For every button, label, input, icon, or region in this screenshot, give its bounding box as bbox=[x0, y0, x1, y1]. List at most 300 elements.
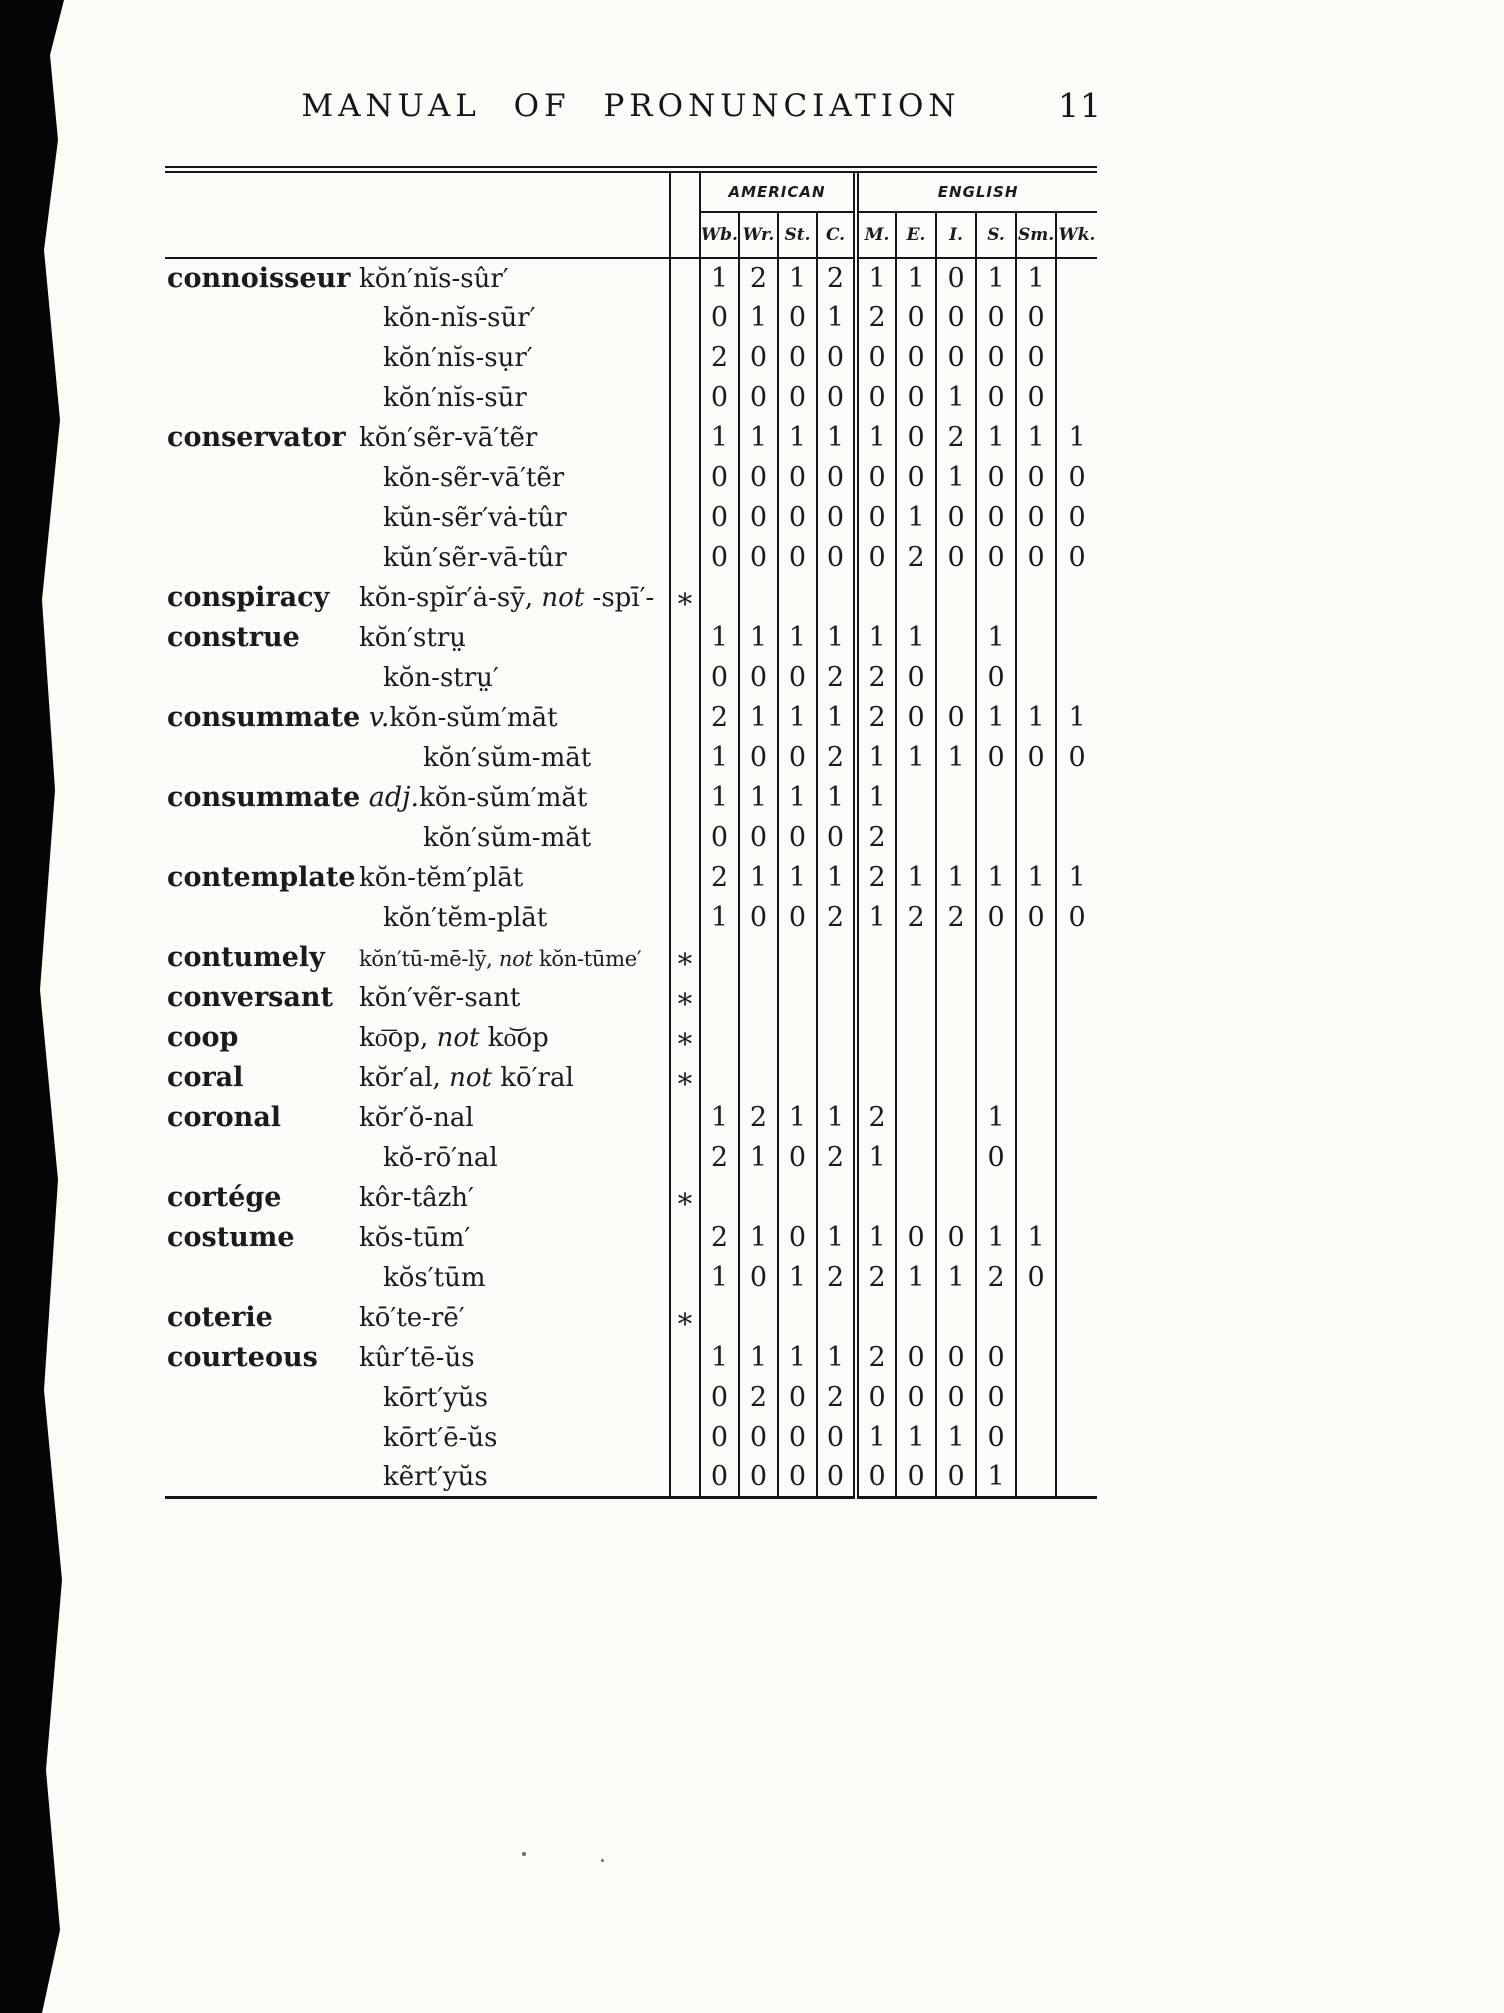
value-cell: 1 bbox=[817, 778, 856, 818]
value-cell: 0 bbox=[1068, 742, 1086, 773]
pronunciation bbox=[383, 383, 527, 413]
table-row bbox=[165, 338, 1097, 378]
value-cell: 1 bbox=[700, 258, 739, 298]
table-row bbox=[165, 458, 1097, 498]
value-cell bbox=[896, 1098, 936, 1138]
value-cell bbox=[778, 1178, 817, 1218]
table-row bbox=[165, 1298, 1097, 1338]
value-cell: 1 bbox=[739, 698, 778, 738]
value-cell bbox=[817, 938, 856, 978]
entry-word: conversant bbox=[167, 982, 333, 1013]
value-cell bbox=[1016, 978, 1056, 1018]
value-cell bbox=[778, 978, 817, 1018]
entry-cell bbox=[165, 978, 670, 1018]
value-cell: 1 bbox=[896, 498, 936, 538]
value-cell bbox=[976, 938, 1016, 978]
pron-text: kẽrt′yŭs bbox=[383, 1461, 488, 1492]
scan-speckle bbox=[522, 1852, 526, 1856]
value-cell: 2 bbox=[936, 418, 976, 458]
pron-text: kŏn′tū-mē-lȳ, bbox=[359, 947, 499, 971]
value-cell bbox=[817, 1178, 856, 1218]
value-cell: 1 bbox=[976, 698, 1016, 738]
value-cell: 0 bbox=[739, 818, 778, 858]
value-cell: 2 bbox=[700, 858, 739, 898]
value-cell bbox=[1056, 1138, 1097, 1178]
pron-text: kō′ral bbox=[491, 1063, 574, 1093]
entry-cell bbox=[165, 378, 670, 418]
col-wb: Wb. bbox=[700, 212, 739, 258]
entry-word: consummate adj. bbox=[167, 782, 420, 813]
entry-cell bbox=[165, 778, 670, 818]
value-cell bbox=[896, 578, 936, 618]
pronunciation bbox=[423, 823, 591, 853]
value-cell bbox=[739, 578, 778, 618]
value-cell: 0 bbox=[778, 338, 817, 378]
value-cell bbox=[1016, 1178, 1056, 1218]
col-st: St. bbox=[778, 212, 817, 258]
value-cell bbox=[856, 938, 896, 978]
entry-cell bbox=[165, 738, 670, 778]
pron-italic-note: not bbox=[449, 1063, 492, 1093]
value-cell bbox=[896, 778, 936, 818]
note-marker-cell bbox=[670, 898, 700, 938]
value-cell bbox=[976, 578, 1016, 618]
note-marker-cell bbox=[670, 1258, 700, 1298]
value-cell: 0 bbox=[936, 258, 976, 298]
entry-cell bbox=[165, 298, 670, 338]
entry-cell bbox=[165, 1178, 670, 1218]
value-cell bbox=[1016, 1298, 1056, 1338]
value-cell: 0 bbox=[1068, 902, 1086, 933]
pron-italic-note: not bbox=[436, 1023, 480, 1053]
value-cell: 0 bbox=[976, 498, 1016, 538]
value-cell: 0 bbox=[976, 898, 1016, 938]
value-cell: 1 bbox=[936, 858, 976, 898]
value-cell: 0 bbox=[778, 1458, 817, 1498]
value-cell: 2 bbox=[976, 1258, 1016, 1298]
value-cell: 0 bbox=[936, 338, 976, 378]
value-cell: 0 bbox=[856, 498, 896, 538]
col-m: M. bbox=[856, 212, 896, 258]
value-cell bbox=[896, 1058, 936, 1098]
value-cell: 0 bbox=[856, 338, 896, 378]
value-cell bbox=[896, 818, 936, 858]
value-cell: 2 bbox=[896, 538, 936, 578]
value-cell: 1 bbox=[856, 418, 896, 458]
header-spacer bbox=[165, 170, 670, 212]
entry-cell bbox=[165, 938, 670, 978]
value-cell bbox=[1016, 1418, 1056, 1458]
note-marker-cell bbox=[670, 458, 700, 498]
value-cell: 1 bbox=[936, 1418, 976, 1458]
pron-text: ko͝op bbox=[479, 1023, 549, 1053]
value-cell bbox=[936, 1178, 976, 1218]
pronunciation bbox=[359, 1063, 574, 1093]
value-cell bbox=[1056, 1378, 1097, 1418]
entry-cell bbox=[165, 1378, 670, 1418]
value-cell: 0 bbox=[700, 1458, 739, 1498]
pronunciation bbox=[359, 1183, 474, 1213]
value-cell: 0 bbox=[1016, 738, 1056, 778]
pron-text: kŏn-tĕm′plāt bbox=[359, 863, 524, 893]
value-cell bbox=[976, 1018, 1016, 1058]
value-cell bbox=[936, 938, 976, 978]
table-row bbox=[165, 1178, 1097, 1218]
value-cell: 1 bbox=[817, 1218, 856, 1258]
value-cell: 2 bbox=[856, 698, 896, 738]
value-cell bbox=[739, 1018, 778, 1058]
value-cell bbox=[896, 938, 936, 978]
pronunciation bbox=[383, 463, 564, 493]
value-cell bbox=[1016, 1378, 1056, 1418]
group-header-american: AMERICAN bbox=[700, 170, 856, 212]
value-cell: 1 bbox=[817, 858, 856, 898]
value-cell bbox=[1056, 938, 1097, 978]
value-cell: 0 bbox=[936, 298, 976, 338]
page-title: MANUAL OF PRONUNCIATION bbox=[301, 88, 961, 124]
entry-cell bbox=[165, 618, 670, 658]
entry-cell bbox=[165, 1098, 670, 1138]
value-cell: 0 bbox=[778, 378, 817, 418]
value-cell: 0 bbox=[856, 1458, 896, 1498]
value-cell: 2 bbox=[856, 858, 896, 898]
value-cell: 0 bbox=[976, 298, 1016, 338]
value-cell: 0 bbox=[1016, 378, 1056, 418]
value-cell bbox=[700, 1298, 739, 1338]
value-cell: 0 bbox=[936, 698, 976, 738]
value-cell: 1 bbox=[778, 778, 817, 818]
entry-word: coral bbox=[167, 1062, 244, 1093]
pron-text: kŏs′tūm bbox=[383, 1262, 486, 1293]
value-cell: 0 bbox=[936, 498, 976, 538]
pronunciation bbox=[423, 743, 591, 773]
value-cell: 0 bbox=[896, 658, 936, 698]
value-cell: 0 bbox=[856, 538, 896, 578]
entry-cell bbox=[165, 1298, 670, 1338]
value-cell bbox=[739, 978, 778, 1018]
value-cell bbox=[700, 1178, 739, 1218]
value-cell: 0 bbox=[817, 538, 856, 578]
table-row bbox=[165, 818, 1097, 858]
note-marker-cell bbox=[670, 1338, 700, 1378]
value-cell: 1 bbox=[739, 298, 778, 338]
value-cell: 0 bbox=[817, 338, 856, 378]
col-e: E. bbox=[896, 212, 936, 258]
pron-text: -spī′- bbox=[584, 583, 655, 613]
value-cell bbox=[936, 1098, 976, 1138]
pron-text: kŏn′sŭm-māt bbox=[423, 742, 592, 773]
value-cell bbox=[936, 1138, 976, 1178]
note-marker-cell bbox=[670, 978, 700, 1018]
value-cell: 2 bbox=[739, 1378, 778, 1418]
value-cell: 0 bbox=[856, 378, 896, 418]
value-cell: 1 bbox=[856, 1418, 896, 1458]
value-cell bbox=[1056, 1338, 1097, 1378]
value-cell: 1 bbox=[700, 618, 739, 658]
pronunciation bbox=[359, 1343, 475, 1373]
note-marker-cell bbox=[670, 858, 700, 898]
value-cell: 0 bbox=[778, 658, 817, 698]
value-cell bbox=[778, 578, 817, 618]
value-cell: 0 bbox=[817, 1418, 856, 1458]
value-cell: 0 bbox=[739, 738, 778, 778]
value-cell: 1 bbox=[976, 1218, 1016, 1258]
value-cell bbox=[1016, 658, 1056, 698]
value-cell: 0 bbox=[778, 1378, 817, 1418]
value-cell: 1 bbox=[936, 458, 976, 498]
value-cell: 1 bbox=[1016, 858, 1056, 898]
value-cell: 0 bbox=[1016, 458, 1056, 498]
value-cell: 0 bbox=[700, 378, 739, 418]
value-cell: 1 bbox=[856, 1138, 896, 1178]
value-cell: 0 bbox=[1016, 898, 1056, 938]
entry-word: connoisseur bbox=[167, 262, 351, 294]
value-cell bbox=[700, 938, 739, 978]
note-marker-cell bbox=[670, 538, 700, 578]
value-cell: 0 bbox=[1016, 338, 1056, 378]
value-cell bbox=[1056, 1218, 1097, 1258]
table-row bbox=[165, 1458, 1097, 1498]
value-cell: 2 bbox=[856, 658, 896, 698]
entry-word-suffix: v. bbox=[360, 702, 390, 733]
value-cell: 0 bbox=[778, 818, 817, 858]
table-row bbox=[165, 1218, 1097, 1258]
value-cell: 1 bbox=[778, 1338, 817, 1378]
value-cell bbox=[817, 978, 856, 1018]
note-marker-cell bbox=[670, 298, 700, 338]
table-row bbox=[165, 1378, 1097, 1418]
value-cell: 1 bbox=[976, 618, 1016, 658]
pronunciation-table bbox=[165, 166, 1097, 1499]
pronunciation bbox=[383, 503, 567, 533]
entry-cell bbox=[165, 698, 670, 738]
pronunciation bbox=[383, 343, 533, 373]
value-cell: 2 bbox=[856, 298, 896, 338]
pron-text: kŏn-spĭr′ȧ-sȳ, bbox=[359, 583, 542, 613]
value-cell: 1 bbox=[896, 1258, 936, 1298]
asterisk-icon: ∗ bbox=[675, 1180, 695, 1215]
value-cell: 1 bbox=[778, 258, 817, 298]
value-cell: 2 bbox=[817, 1378, 856, 1418]
pron-italic-note: not bbox=[498, 947, 533, 971]
table-row bbox=[165, 658, 1097, 698]
entry-cell bbox=[165, 1058, 670, 1098]
value-cell bbox=[1056, 1418, 1097, 1458]
value-cell: 1 bbox=[856, 618, 896, 658]
value-cell: 1 bbox=[817, 418, 856, 458]
note-marker-cell bbox=[670, 258, 700, 298]
pronunciation bbox=[359, 623, 466, 653]
note-marker-cell bbox=[670, 1418, 700, 1458]
value-cell: 1 bbox=[856, 898, 896, 938]
value-cell: 1 bbox=[1016, 698, 1056, 738]
page-number: 11 bbox=[1058, 86, 1102, 125]
value-cell: 1 bbox=[700, 418, 739, 458]
value-cell: 0 bbox=[936, 1218, 976, 1258]
value-cell: 1 bbox=[739, 858, 778, 898]
value-cell: 0 bbox=[1016, 298, 1056, 338]
value-cell: 0 bbox=[896, 1458, 936, 1498]
pron-italic-note: not bbox=[541, 583, 585, 613]
value-cell: 0 bbox=[700, 538, 739, 578]
value-cell: 0 bbox=[778, 298, 817, 338]
value-cell: 0 bbox=[739, 658, 778, 698]
pron-text: kŏn-tūme′ bbox=[532, 947, 642, 971]
value-cell: 0 bbox=[778, 1418, 817, 1458]
value-cell: 1 bbox=[778, 1098, 817, 1138]
entry-cell bbox=[165, 498, 670, 538]
pron-text: kŏn-sŭm′măt bbox=[419, 783, 588, 813]
entry-word: courteous bbox=[167, 1342, 318, 1373]
value-cell: 0 bbox=[976, 658, 1016, 698]
value-cell: 0 bbox=[896, 458, 936, 498]
value-cell bbox=[936, 778, 976, 818]
value-cell bbox=[856, 578, 896, 618]
value-cell: 0 bbox=[1016, 538, 1056, 578]
value-cell: 0 bbox=[778, 538, 817, 578]
note-marker-cell bbox=[670, 618, 700, 658]
value-cell: 0 bbox=[739, 898, 778, 938]
table-body bbox=[165, 258, 1097, 1498]
value-cell bbox=[1016, 578, 1056, 618]
entry-cell bbox=[165, 1018, 670, 1058]
value-cell bbox=[1016, 938, 1056, 978]
pronunciation bbox=[359, 1023, 549, 1053]
table-row bbox=[165, 1138, 1097, 1178]
value-cell: 0 bbox=[1068, 542, 1086, 573]
value-cell bbox=[817, 578, 856, 618]
value-cell: 2 bbox=[856, 818, 896, 858]
pron-text: ko͞op, bbox=[359, 1023, 437, 1053]
value-cell: 0 bbox=[1068, 502, 1086, 533]
value-cell: 1 bbox=[700, 738, 739, 778]
value-cell: 1 bbox=[896, 618, 936, 658]
value-cell: 0 bbox=[896, 1218, 936, 1258]
pron-text: kŏn′sŭm-măt bbox=[423, 822, 592, 853]
pronunciation bbox=[383, 303, 536, 333]
note-marker-cell bbox=[670, 338, 700, 378]
value-cell bbox=[856, 1018, 896, 1058]
value-cell bbox=[1056, 378, 1097, 418]
value-cell: 0 bbox=[976, 378, 1016, 418]
value-cell: 0 bbox=[817, 378, 856, 418]
value-cell: 1 bbox=[856, 738, 896, 778]
value-cell: 0 bbox=[739, 378, 778, 418]
note-marker-cell bbox=[670, 378, 700, 418]
entry-word: cortége bbox=[167, 1182, 282, 1213]
value-cell bbox=[1056, 578, 1097, 618]
value-cell: 0 bbox=[896, 418, 936, 458]
value-cell: 0 bbox=[778, 498, 817, 538]
value-cell: 0 bbox=[976, 538, 1016, 578]
value-cell bbox=[700, 1058, 739, 1098]
pron-text: kŭn′sẽr-vā-tûr bbox=[383, 542, 567, 573]
pron-text: kôr-tâzh′ bbox=[359, 1183, 474, 1213]
pron-text: kŏ-rō′nal bbox=[383, 1142, 498, 1173]
note-marker-cell bbox=[670, 1018, 700, 1058]
value-cell bbox=[1016, 1458, 1056, 1498]
entry-cell bbox=[165, 858, 670, 898]
header-spacer bbox=[165, 212, 670, 258]
value-cell: 2 bbox=[936, 898, 976, 938]
value-cell bbox=[1016, 618, 1056, 658]
value-cell: 0 bbox=[1068, 462, 1086, 493]
entry-word-suffix: adj. bbox=[360, 782, 420, 813]
value-cell: 0 bbox=[817, 458, 856, 498]
value-cell: 1 bbox=[896, 738, 936, 778]
table-row bbox=[165, 418, 1097, 458]
value-cell: 1 bbox=[856, 778, 896, 818]
value-cell: 2 bbox=[856, 1098, 896, 1138]
value-cell bbox=[739, 1058, 778, 1098]
entry-word: conspiracy bbox=[167, 582, 330, 613]
group-header-row bbox=[165, 170, 1097, 212]
value-cell: 0 bbox=[700, 298, 739, 338]
value-cell bbox=[936, 978, 976, 1018]
pronunciation bbox=[383, 1423, 497, 1453]
col-i: I. bbox=[936, 212, 976, 258]
value-cell: 2 bbox=[700, 698, 739, 738]
value-cell bbox=[700, 1018, 739, 1058]
value-cell: 0 bbox=[778, 898, 817, 938]
note-marker-cell bbox=[670, 738, 700, 778]
table-row bbox=[165, 1258, 1097, 1298]
value-cell bbox=[739, 1178, 778, 1218]
pronunciation bbox=[383, 663, 499, 693]
value-cell: 0 bbox=[976, 1418, 1016, 1458]
table-row bbox=[165, 858, 1097, 898]
value-cell: 0 bbox=[936, 1378, 976, 1418]
col-c: C. bbox=[817, 212, 856, 258]
value-cell: 0 bbox=[817, 818, 856, 858]
value-cell bbox=[1016, 1058, 1056, 1098]
asterisk-icon: ∗ bbox=[675, 1300, 695, 1335]
table-row bbox=[165, 698, 1097, 738]
value-cell bbox=[1056, 778, 1097, 818]
value-cell bbox=[976, 1178, 1016, 1218]
table-row bbox=[165, 898, 1097, 938]
note-marker-cell bbox=[670, 1178, 700, 1218]
pron-text: kŏn′nĭs-sụr′ bbox=[383, 342, 533, 373]
entry-cell bbox=[165, 818, 670, 858]
table-row bbox=[165, 778, 1097, 818]
entry-cell bbox=[165, 538, 670, 578]
table-row bbox=[165, 978, 1097, 1018]
value-cell bbox=[936, 818, 976, 858]
value-cell: 1 bbox=[778, 1258, 817, 1298]
value-cell bbox=[896, 1178, 936, 1218]
value-cell: 1 bbox=[896, 858, 936, 898]
value-cell: 1 bbox=[856, 258, 896, 298]
col-wk: Wk. bbox=[1056, 212, 1097, 258]
entry-cell bbox=[165, 1458, 670, 1498]
value-cell: 0 bbox=[700, 1378, 739, 1418]
pronunciation bbox=[389, 703, 557, 733]
pron-text: kŏn-sŭm′māt bbox=[389, 703, 558, 733]
table-row bbox=[165, 738, 1097, 778]
col-s: S. bbox=[976, 212, 1016, 258]
note-marker-cell bbox=[670, 1458, 700, 1498]
value-cell bbox=[1016, 1138, 1056, 1178]
value-cell: 0 bbox=[936, 538, 976, 578]
group-header-english: ENGLISH bbox=[856, 170, 1097, 212]
pronunciation bbox=[383, 1462, 488, 1492]
value-cell: 0 bbox=[739, 338, 778, 378]
value-cell: 1 bbox=[739, 1138, 778, 1178]
pron-text: kŏn-nĭs-sūr′ bbox=[383, 302, 536, 333]
value-cell: 0 bbox=[739, 1258, 778, 1298]
pron-text: kŏr′al, bbox=[359, 1063, 450, 1093]
